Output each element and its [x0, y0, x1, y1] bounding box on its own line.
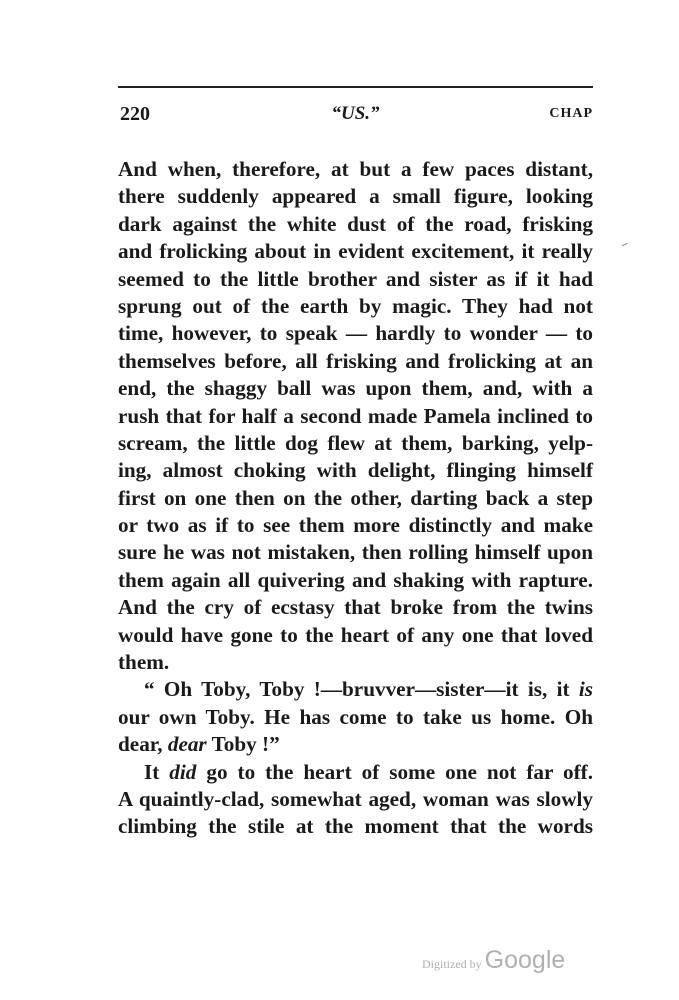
running-head: “US.” — [331, 103, 380, 124]
page-header — [118, 103, 593, 127]
google-watermark — [422, 946, 565, 975]
quote-text: “ Oh Toby, Toby !—bruvver—sister—it is, it — [144, 677, 579, 702]
header-rule — [118, 86, 593, 88]
emphasis: did — [169, 759, 197, 784]
text-line: And when, therefore, at but a few paces distant, — [118, 157, 593, 181]
google-logo: Google — [484, 946, 566, 974]
line-text: go to the heart of some one not far off. — [196, 759, 593, 784]
text-line: sure he was not mistaken, then rolling himself upon — [118, 540, 593, 565]
text-line: or two as if to see them more distinctly and make — [118, 513, 593, 538]
text-line: ing, almost choking with delight, flinging himself — [118, 458, 593, 483]
watermark-prefix: Digitized by — [422, 957, 482, 971]
text-line: there suddenly appeared a small figure, looking — [118, 184, 593, 209]
text-line: And the cry of ecstasy that broke from the twins — [118, 595, 593, 620]
text-line: time, however, to speak — hardly to wonder — to — [118, 321, 593, 346]
quote-text: dear, — [118, 732, 168, 757]
chapter-label: CHAP — [549, 106, 593, 121]
margin-mark — [622, 243, 628, 247]
emphasis: dear — [167, 732, 207, 757]
text-line: and frolicking about in evident excitement, it really — [118, 239, 593, 264]
text-line: first on one then on the other, darting back a step — [118, 485, 593, 510]
text-line: would have gone to the heart of any one that loved — [118, 622, 593, 647]
body-text — [118, 156, 593, 841]
text-line: scream, the little dog flew at them, barking, yelp- — [118, 430, 593, 455]
text-line: seemed to the little brother and sister as if it had — [118, 266, 593, 291]
text-line: dark against the white dust of the road, frisking — [118, 211, 593, 236]
text-line: them. — [118, 650, 170, 675]
text-line: themselves before, all frisking and frolicking at an — [118, 348, 593, 373]
text-line — [118, 759, 593, 786]
page-number: 220 — [120, 103, 150, 125]
text-line: them again all quivering and shaking with rapture. — [118, 567, 593, 592]
text-line: climbing the stile at the moment that the words — [118, 814, 593, 839]
quote-text: Toby !” — [206, 732, 280, 757]
quote-line: our own Toby. He has come to take us home. Oh — [118, 704, 593, 729]
emphasis: is — [578, 677, 593, 702]
text-line: sprung out of the earth by magic. They had not — [118, 293, 593, 318]
quote-line — [118, 731, 593, 758]
quote-line — [118, 676, 593, 703]
line-text: It — [144, 759, 170, 784]
text-line: rush that for half a second made Pamela inclined to — [118, 403, 593, 428]
text-line: A quaintly-clad, somewhat aged, woman was slowly — [118, 786, 593, 811]
text-line: end, the shaggy ball was upon them, and, with a — [118, 376, 593, 401]
